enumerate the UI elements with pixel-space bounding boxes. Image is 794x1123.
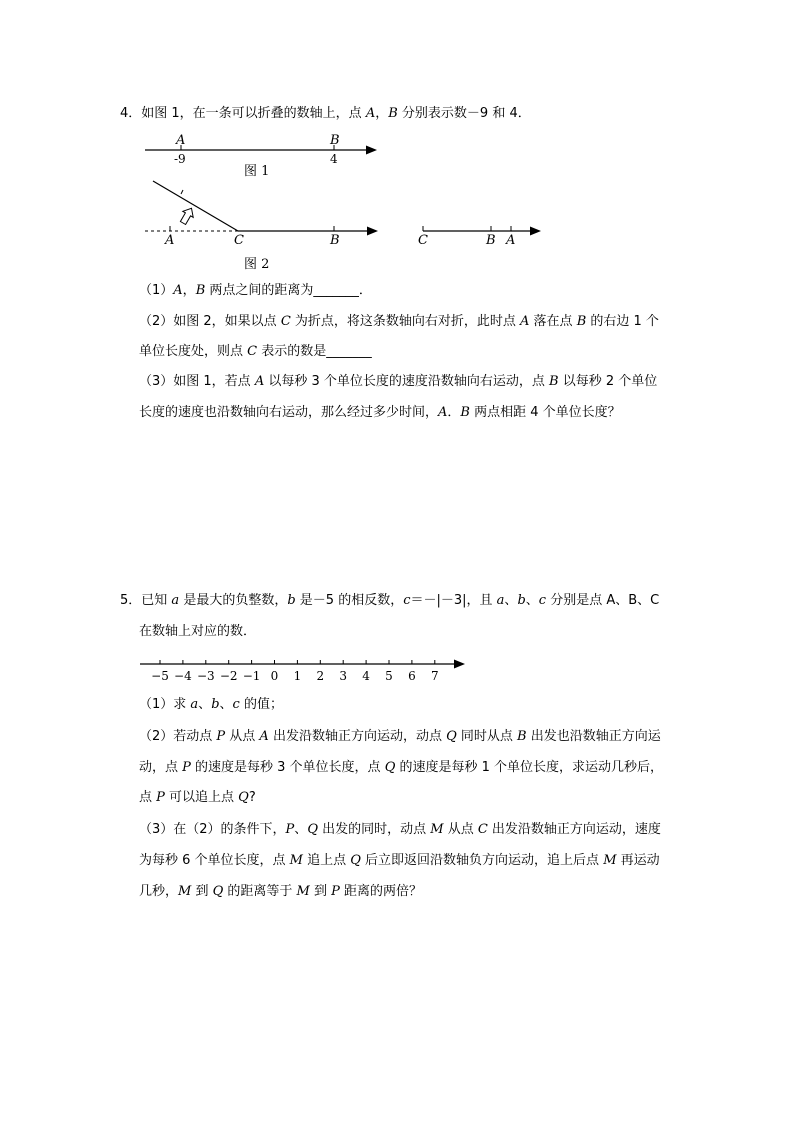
fig3-label-B: B	[486, 233, 496, 248]
q4-part1: （1）A，B 两点之间的距离为_______．	[139, 283, 372, 298]
q5-part3-line2: 为每秒 6 个单位长度，点 M 追上点 Q 后立即返回沿数轴负方向运动，追上后点 M 再运动	[139, 853, 660, 868]
number-line-tick-label: 1	[293, 669, 302, 683]
number-line-tick-label: −5	[151, 669, 169, 683]
q5-part2-line2: 动，点 P 的速度是每秒 3 个单位长度，点 Q 的速度是每秒 1 个单位长度，求运动几秒后，	[139, 760, 664, 775]
number-line-tick-label: −2	[219, 669, 238, 683]
q5-stem-line2: 在数轴上对应的数．	[139, 624, 257, 639]
q5-number: 5．	[120, 593, 142, 608]
number-line-tick-label: 6	[408, 669, 416, 683]
q5-stem-line1: 5．已知 a 是最大的负整数，b 是－5 的相反数，c＝－|－3|，且 a、b、c 分别是点 A、B、C	[120, 593, 660, 608]
fig1-caption: 图 1	[244, 164, 270, 179]
fig1-label-A: A	[176, 133, 186, 148]
number-line-tick-label: 2	[316, 669, 325, 683]
q5-part3-line3: 几秒，M 到 Q 的距离等于 M 到 P 距离的两倍？	[139, 884, 422, 899]
fig2-caption: 图 2	[244, 257, 270, 272]
number-line-tick-label: −3	[196, 669, 215, 683]
number-line-tick-label: 3	[339, 669, 348, 683]
q4-part3-line1: （3）如图 1，若点 A 以每秒 3 个单位长度的速度沿数轴向右运动，点 B 以每秒 2 个单位	[139, 374, 658, 389]
fig1-value-B: 4	[330, 152, 338, 166]
fig2-label-B: B	[330, 233, 340, 248]
number-line-tick-label: 5	[385, 669, 393, 683]
q5-part3-line1: （3）在（2）的条件下，P、Q 出发的同时，动点 M 从点 C 出发沿数轴正方向运动，速度	[139, 822, 661, 837]
fig1-label-B: B	[330, 133, 340, 148]
number-line-tick-label: 0	[270, 669, 279, 683]
q5-part2-line3: 点 P 可以追上点 Q?	[139, 790, 256, 805]
q5-part2-line1: （2）若动点 P 从点 A 出发沿数轴正方向运动，动点 Q 同时从点 B 出发也沿数轴正方向运	[139, 729, 661, 744]
fig3-label-A: A	[506, 233, 516, 248]
q4-part3-line2: 长度的速度也沿数轴向右运动，那么经过多少时间，A．B 两点相距 4 个单位长度？	[139, 405, 621, 420]
q4-number: 4．	[120, 106, 142, 121]
fig1-value-A: -9	[174, 152, 186, 166]
q4-part2-line1: （2）如图 2，如果以点 C 为折点，将这条数轴向右对折，此时点 A 落在点 B 的右边 1 个	[139, 314, 659, 329]
number-line-tick-label: −4	[174, 669, 192, 683]
q4-part2-line2: 单位长度处，则点 C 表示的数是_______	[139, 344, 372, 359]
fig2-label-A: A	[165, 233, 175, 248]
number-line-tick-label: −1	[242, 669, 261, 683]
q5-part1: （1）求 a、b、c 的值；	[139, 697, 283, 712]
q4-stem: 4．如图 1，在一条可以折叠的数轴上，点 A，B 分别表示数－9 和 4．	[120, 106, 531, 121]
fig2-label-C: C	[234, 233, 244, 248]
number-line-tick-label: 4	[362, 669, 370, 683]
number-line-tick-label: 7	[430, 669, 439, 683]
axis-arrow-icon	[454, 660, 465, 669]
fig3-label-C: C	[418, 233, 428, 248]
